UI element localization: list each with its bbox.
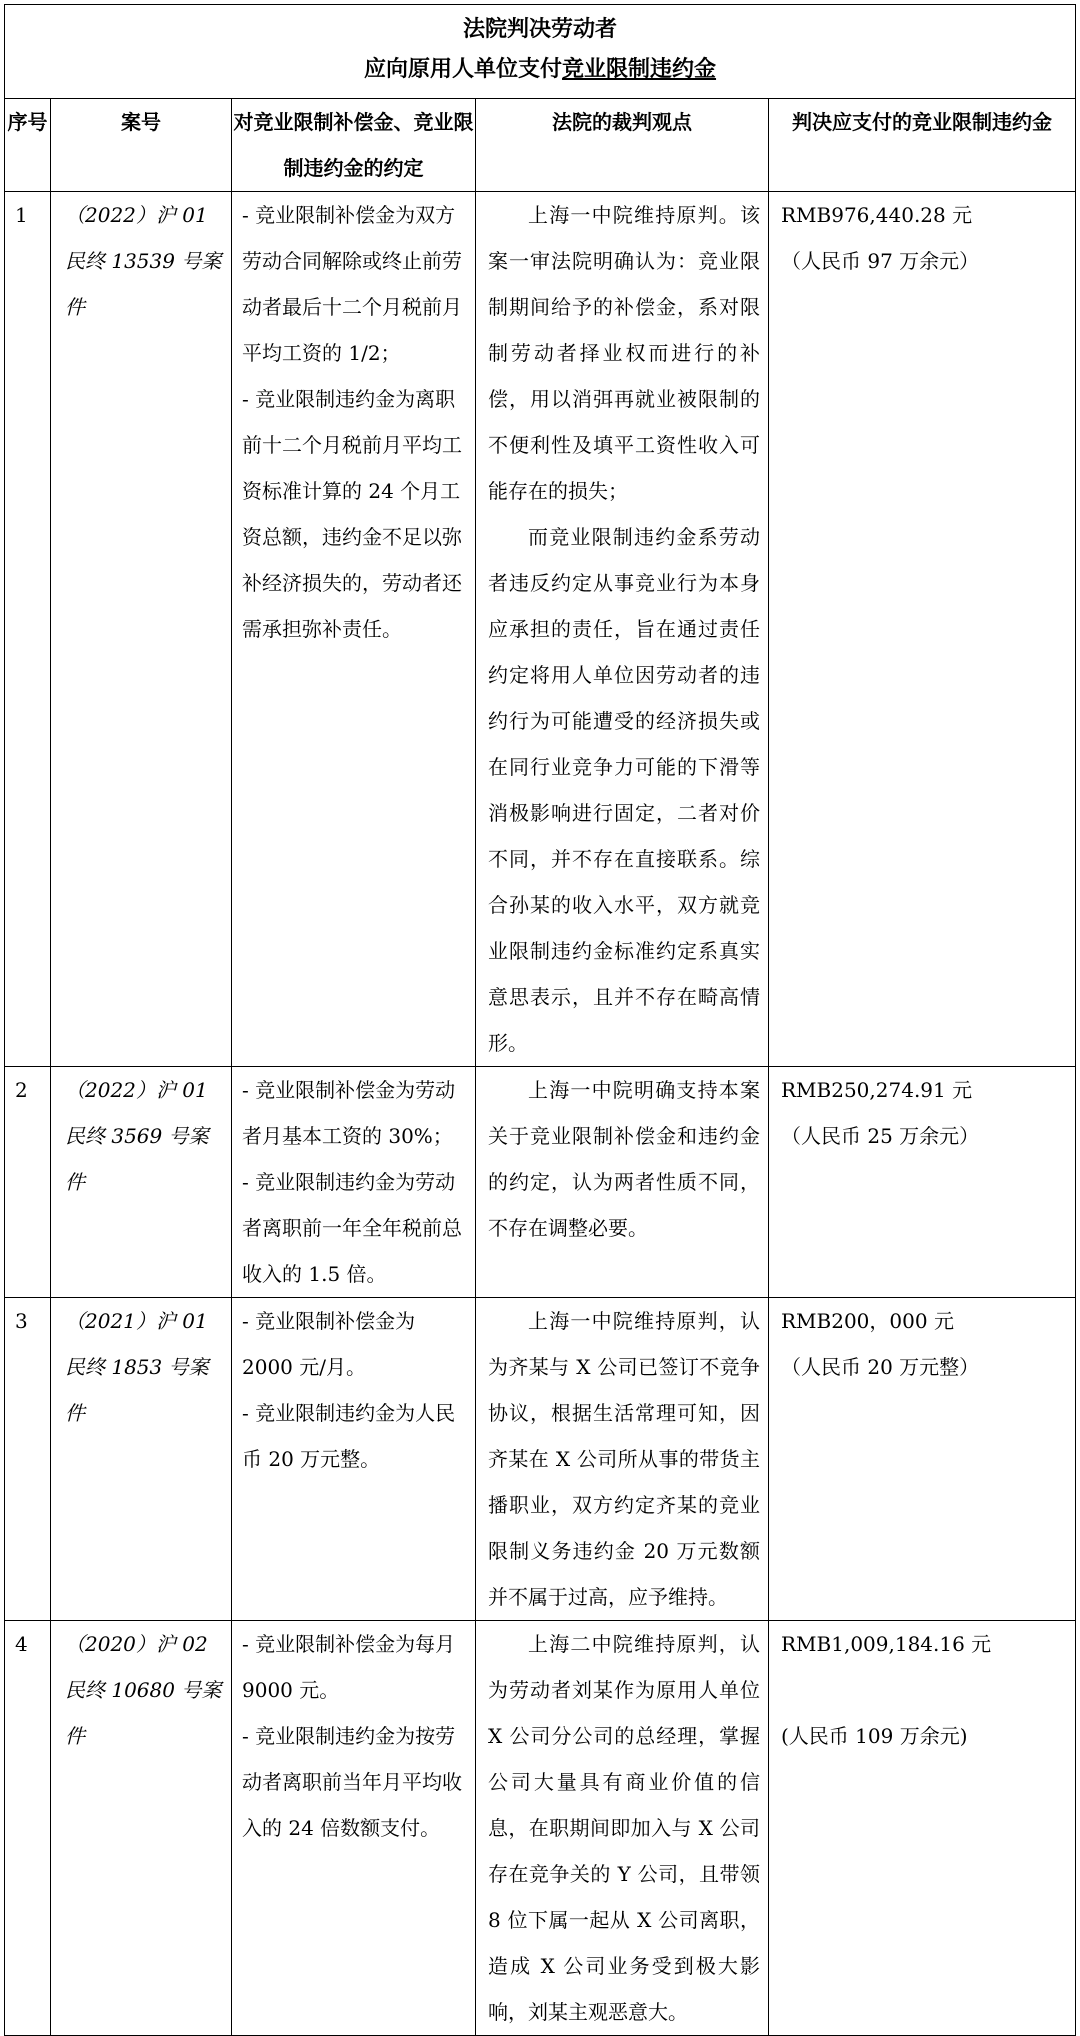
row-case-no: （2022）沪 01 民终 13539 号案件: [51, 192, 232, 1067]
amount-rmb: RMB200，000 元: [781, 1309, 954, 1333]
title-line-2-underlined: 竞业限制违约金: [562, 56, 717, 82]
row-amount: [769, 1298, 1076, 1621]
row-seq: 3: [5, 1298, 51, 1621]
table-row: [5, 192, 1076, 1067]
row-agreement: [232, 192, 476, 1067]
judgment-table: [4, 4, 1076, 2036]
court-view-paragraph: 而竞业限制违约金系劳动者违反约定从事竞业行为本身应承担的责任，旨在通过责任约定将用人单位因劳动者的违约行为可能遭受的经济损失或在同行业竞争力可能的下滑等消极影响进行固定，二者对价不同，并不存在直接联系。综合孙某的收入水平，双方就竞业限制违约金标准约定系真实意思表示，且并不存在畸高情形。: [488, 525, 760, 1055]
amount-cn: （人民币 20 万元整）: [781, 1355, 980, 1379]
table-title: [5, 5, 1076, 99]
row-amount: [769, 192, 1076, 1067]
table-row: [5, 1621, 1076, 2036]
court-view-paragraph: 上海一中院明确支持本案关于竞业限制补偿金和违约金的约定，认为两者性质不同，不存在调整必要。: [488, 1078, 760, 1240]
title-line-1: 法院判决劳动者: [463, 16, 618, 42]
row-seq: 2: [5, 1067, 51, 1298]
agreement-item: - 竞业限制违约金为人民币 20 万元整。: [242, 1401, 456, 1471]
amount-rmb: RMB1,009,184.16 元: [781, 1632, 992, 1656]
agreement-item: - 竞业限制补偿金为双方劳动合同解除或终止前劳动者最后十二个月税前月平均工资的 1/2；: [242, 203, 462, 365]
agreement-item: - 竞业限制补偿金为每月 9000 元。: [242, 1632, 456, 1702]
amount-cn: （人民币 97 万余元）: [781, 249, 980, 273]
court-view-paragraph: 上海一中院维持原判。该案一审法院明确认为：竞业限制期间给予的补偿金，系对限制劳动者择业权而进行的补偿，用以消弭再就业被限制的不便利性及填平工资性收入可能存在的损失；: [488, 203, 760, 503]
agreement-item: - 竞业限制补偿金为劳动者月基本工资的 30%；: [242, 1078, 456, 1148]
row-agreement: [232, 1298, 476, 1621]
table-row: [5, 1298, 1076, 1621]
title-line-2: [5, 49, 1075, 89]
amount-rmb: RMB250,274.91 元: [781, 1078, 973, 1102]
court-view-paragraph: 上海一中院维持原判，认为齐某与 X 公司已签订不竞争协议，根据生活常理可知，因齐某在 X 公司所从事的带货主播职业，双方约定齐某的竞业限制义务违约金 20 万元数额并不属于过高，应予维持。: [488, 1309, 760, 1609]
court-view-paragraph: 上海二中院维持原判，认为劳动者刘某作为原用人单位 X 公司分公司的总经理，掌握公司大量具有商业价值的信息，在职期间即加入与 X 公司存在竞争关的 Y 公司，且带领 8 位下属一起从 X 公司离职，造成 X 公司业务受到极大影响，刘某主观恶意大。: [488, 1632, 760, 2024]
header-amount: 判决应支付的竞业限制违约金: [769, 99, 1076, 192]
row-amount: [769, 1621, 1076, 2036]
row-seq: 4: [5, 1621, 51, 2036]
row-case-no: （2022）沪 01 民终 3569 号案件: [51, 1067, 232, 1298]
header-seq: 序号: [5, 99, 51, 192]
row-case-no: （2021）沪 01 民终 1853 号案件: [51, 1298, 232, 1621]
amount-cn: (人民币 109 万余元): [781, 1724, 968, 1748]
agreement-item: - 竞业限制补偿金为 2000 元/月。: [242, 1309, 416, 1379]
row-court-view: [476, 192, 769, 1067]
row-agreement: [232, 1621, 476, 2036]
row-case-no: （2020）沪 02 民终 10680 号案件: [51, 1621, 232, 2036]
row-agreement: [232, 1067, 476, 1298]
row-court-view: [476, 1298, 769, 1621]
title-line-2-prefix: 应向原用人单位支付: [364, 56, 563, 82]
agreement-item: - 竞业限制违约金为离职前十二个月税前月平均工资标准计算的 24 个月工资总额，违约金不足以弥补经济损失的，劳动者还需承担弥补责任。: [242, 387, 462, 641]
agreement-item: - 竞业限制违约金为按劳动者离职前当年月平均收入的 24 倍数额支付。: [242, 1724, 462, 1840]
agreement-item: - 竞业限制违约金为劳动者离职前一年全年税前总收入的 1.5 倍。: [242, 1170, 462, 1286]
header-case-no: 案号: [51, 99, 232, 192]
header-agreement: 对竞业限制补偿金、竞业限制违约金的约定: [232, 99, 476, 192]
row-seq: 1: [5, 192, 51, 1067]
table-row: [5, 1067, 1076, 1298]
header-court-view: 法院的裁判观点: [476, 99, 769, 192]
amount-cn: （人民币 25 万余元）: [781, 1124, 980, 1148]
row-court-view: [476, 1621, 769, 2036]
row-court-view: [476, 1067, 769, 1298]
amount-rmb: RMB976,440.28 元: [781, 203, 973, 227]
row-amount: [769, 1067, 1076, 1298]
